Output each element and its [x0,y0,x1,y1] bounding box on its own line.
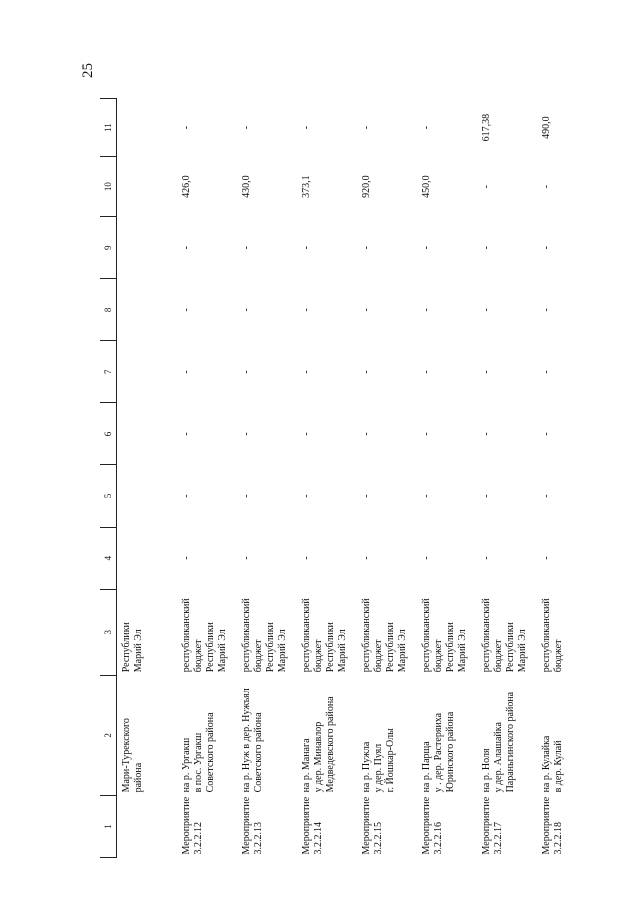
table-row [417,99,477,858]
value-cell: 490,0 [541,116,552,139]
object-location: на р. Парща у . дер. Растеряиха Юринского района [421,711,456,793]
column-header: 9 [100,217,117,279]
measure-name: Мероприятие 3.2.2.12 [181,796,204,855]
value-cell: - [181,125,192,130]
value-cell: - [181,494,192,498]
value-cell: - [481,184,492,189]
value-cell: 617,38 [481,113,492,142]
measure-name [117,795,178,857]
value-cell: - [541,556,552,560]
value-cell: - [181,370,192,374]
funding-source: республиканский бюджет Республики Марий Эл [421,598,468,673]
value-cell [117,157,178,217]
value-cell: - [241,370,252,374]
value-cell: - [361,125,372,130]
value-cell: - [241,432,252,436]
value-cell: - [421,432,432,436]
value-cell: - [481,494,492,498]
value-cell [117,403,178,465]
funding-source: республиканский бюджет Республики Марий Эл [181,598,228,673]
value-cell: - [541,494,552,498]
value-cell: - [301,246,312,250]
value-cell: - [361,556,372,560]
table-row [237,99,297,858]
value-cell: - [421,556,432,560]
value-cell [117,99,178,157]
value-cell: - [481,370,492,374]
funding-source: республиканский бюджет Республики Марий Эл [361,598,408,673]
object-location: на р. Ноля у дер. Алашайка Параньгинского района [481,691,516,793]
object-location: на р. Нуж в дер. Нужъял Советского района [241,688,264,793]
object-location: на р. Ургакш в пос. Ургакш Советского района [181,712,216,793]
value-cell: - [241,125,252,130]
table-row [177,99,237,858]
value-cell: - [241,308,252,312]
measure-name: Мероприятие 3.2.2.15 [361,796,384,855]
column-header: 6 [100,403,117,465]
table-row [477,99,537,858]
value-cell: - [421,494,432,498]
value-cell: - [361,432,372,436]
funding-source: республиканский бюджет [541,598,564,673]
column-header: 8 [100,279,117,341]
table-row [357,99,417,858]
column-header: 3 [100,589,117,675]
page-number: 25 [80,63,96,78]
value-cell [117,465,178,527]
table-body [117,99,598,858]
funding-source: республиканский бюджет Республики Марий Эл [301,598,348,673]
column-header: 5 [100,465,117,527]
value-cell: - [481,556,492,560]
column-header: 2 [100,675,117,795]
value-cell: - [541,246,552,250]
value-cell [117,527,178,589]
value-cell: 373,1 [301,175,312,198]
value-cell: - [361,308,372,312]
measure-name: Мероприятие 3.2.2.13 [241,796,264,855]
measure-name: Мероприятие 3.2.2.16 [421,796,444,855]
table-row [117,99,178,858]
value-cell: - [241,494,252,498]
value-cell: - [481,432,492,436]
value-cell: - [301,556,312,560]
value-cell: - [361,246,372,250]
value-cell: - [301,308,312,312]
value-cell: - [241,246,252,250]
value-cell: - [541,370,552,374]
table-row [297,99,357,858]
funding-source: Республики Марий Эл [121,622,144,673]
value-cell: 426,0 [181,175,192,198]
value-cell: - [421,308,432,312]
value-cell: - [481,246,492,250]
funding-source: республиканский бюджет Республики Марий Эл [241,598,288,673]
funding-table [100,98,597,858]
value-cell: - [541,184,552,189]
value-cell: - [361,370,372,374]
rotated-table-wrapper [100,98,564,858]
value-cell: - [181,432,192,436]
column-header: 10 [100,157,117,217]
value-cell: - [541,308,552,312]
value-cell [117,279,178,341]
value-cell [117,217,178,279]
value-cell [117,341,178,403]
column-header: 11 [100,99,117,157]
value-cell: - [481,308,492,312]
object-location: на р. Манага у дер. Минавлор Медведевского района [301,696,336,793]
funding-source: республиканский бюджет Республики Марий Эл [481,598,528,673]
value-cell: 430,0 [241,175,252,198]
column-header-row [100,99,117,858]
measure-name: Мероприятие 3.2.2.17 [481,796,504,855]
value-cell: - [301,494,312,498]
column-header: 7 [100,341,117,403]
value-cell: - [421,246,432,250]
value-cell: - [241,556,252,560]
value-cell: - [541,432,552,436]
value-cell: 450,0 [421,175,432,198]
measure-name: Мероприятие 3.2.2.18 [541,796,564,855]
table-row [537,99,597,858]
value-cell: - [421,125,432,130]
value-cell: - [301,432,312,436]
value-cell: - [181,556,192,560]
value-cell: - [421,370,432,374]
column-header: 1 [100,795,117,857]
value-cell: 920,0 [361,175,372,198]
object-location: на р. Кулайка в дер. Кулай [541,735,564,793]
object-location: Мари-Турекского района [121,718,144,793]
column-header: 4 [100,527,117,589]
value-cell: - [361,494,372,498]
value-cell: - [301,125,312,130]
value-cell: - [181,308,192,312]
value-cell: - [181,246,192,250]
measure-name: Мероприятие 3.2.2.14 [301,796,324,855]
value-cell: - [301,370,312,374]
object-location: на р. Пужла у дер. Пуял г. Йошкар-Олы [361,728,396,793]
